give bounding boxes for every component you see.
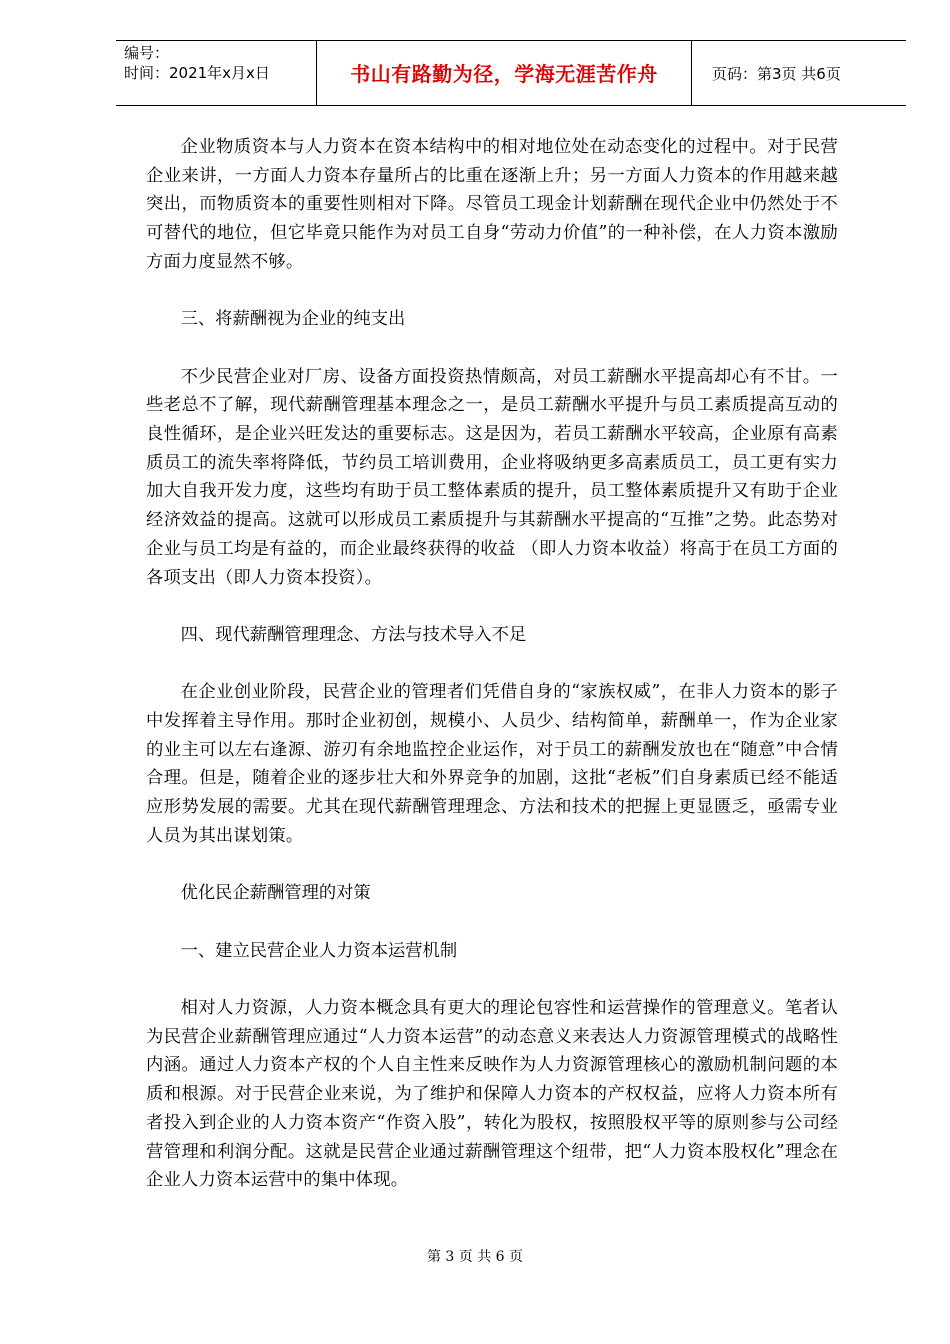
paragraph-salary-expense: 不少民营企业对厂房、设备方面投资热情颇高，对员工薪酬水平提高却心有不甘。一些老总不了解，现代薪酬管理基本理念之一，是员工薪酬水平提升与员工素质提高互动的良性循环，是企业兴旺发达的重要标志。这是因为，若员工薪酬水平较高，企业原有高素质员工的流失率将降低，节约员工培训费用，企业将吸纳更多高素质员工，员工更有实力加大自我开发力度，这些均有助于员工整体素质的提升，员工整体素质提升又有助于企业经济效益的提高。这就可以形成员工素质提升与其薪酬水平提高的“互推”之势。此态势对企业与员工均是有益的，而企业最终获得的收益 （即人力资本收益）将高于在员工方面的各项支出（即人力资本投资）。 [146,366,838,588]
section-heading-1: 一、建立民营企业人力资本运营机制 [180,940,458,961]
section-heading-3: 三、将薪酬视为企业的纯支出 [180,309,406,330]
document-number-label: 编号： [124,44,170,62]
header-page-label: 页码：第3页 共6页 [712,65,841,83]
paragraph-capital-structure: 企业物质资本与人力资本在资本结构中的相对地位处在动态变化的过程中。对于民营企业来讲，一方面人力资本存量所占的比重在逐渐上升；另一方面人力资本的作用越来越突出，而物质资本的重要性则相对下降。尽管员工现金计划薪酬在现代企业中仍然处于不可替代的地位，但它毕竟只能作为对员工自身“劳动力价值”的一种补偿，在人力资本激励方面力度显然不够。 [146,137,838,272]
header-motto: 书山有路勤为径，学海无涯苦作舟 [350,62,658,86]
section-heading-countermeasures: 优化民企薪酬管理的对策 [180,883,371,904]
page-header [116,40,906,106]
page-footer: 第 3 页 共 6 页 [426,1249,524,1265]
header-divider-right [691,41,692,105]
paragraph-human-capital-operation: 相对人力资源，人力资本概念具有更大的理论包容性和运营操作的管理意义。笔者认为民营企业薪酬管理应通过“人力资本运营”的动态意义来表达人力资源管理模式的战略性内涵。通过人力资本产权的个人自主性来反映作为人力资源管理核心的激励机制问题的本质和根源。对于民营企业来说，为了维护和保障人力资本的产权权益，应将人力资本所有者投入到企业的人力资本资产“作资入股”，转化为股权，按照股权平等的原则参与公司经营管理和利润分配。这就是民营企业通过薪酬管理这个纽带，把“人力资本股权化”理念在企业人力资本运营中的集中体现。 [146,997,838,1191]
paragraph-management-concepts: 在企业创业阶段，民营企业的管理者们凭借自身的“家族权威”，在非人力资本的影子中发挥着主导作用。那时企业初创，规模小、人员少、结构简单，薪酬单一，作为企业家的业主可以左右逢源、游刃有余地监控企业运作，对于员工的薪酬发放也在“随意”中合情合理。但是，随着企业的逐步壮大和外界竞争的加剧，这批“老板”们自身素质已经不能适应形势发展的需要。尤其在现代薪酬管理理念、方法和技术的把握上更显匮乏，亟需专业人员为其出谋划策。 [146,682,838,846]
header-meta [116,41,316,105]
section-heading-4: 四、现代薪酬管理理念、方法与技术导入不足 [180,624,527,645]
document-body [146,133,838,1195]
document-time-label: 时间：2021年x月x日 [124,64,270,82]
